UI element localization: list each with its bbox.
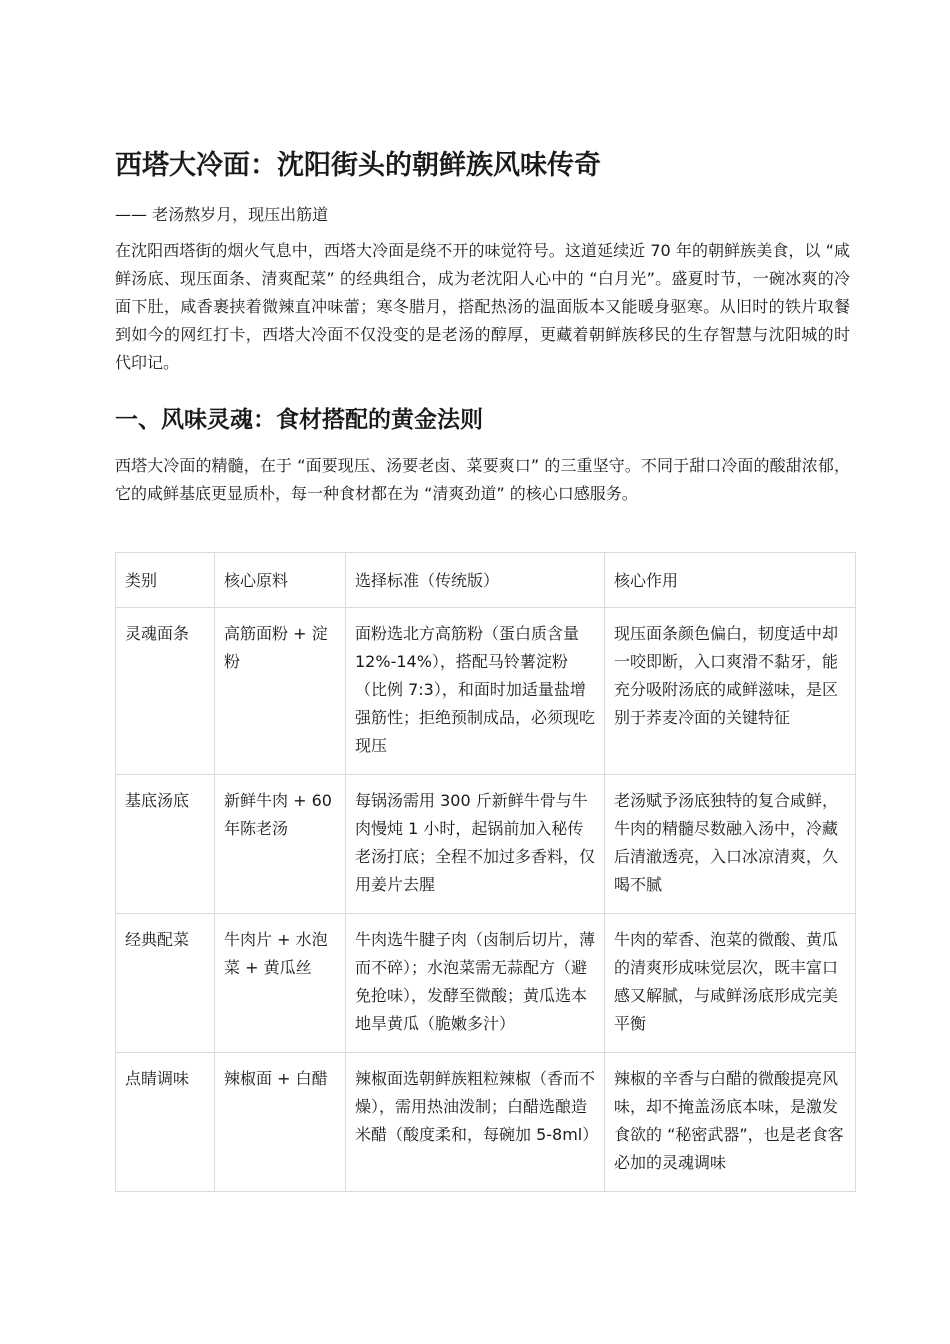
- cell-ingredients: 新鲜牛肉 + 60 年陈老汤: [215, 775, 346, 914]
- column-header-ingredients: 核心原料: [215, 553, 346, 608]
- table-row: [116, 914, 856, 1053]
- cell-category: 基底汤底: [116, 775, 215, 914]
- table-row: [116, 1053, 856, 1192]
- column-header-category: 类别: [116, 553, 215, 608]
- cell-role: 辣椒的辛香与白醋的微酸提亮风味，却不掩盖汤底本味，是激发食欲的 “秘密武器”，也是老食客必加的灵魂调味: [605, 1053, 856, 1192]
- table-row: [116, 775, 856, 914]
- cell-ingredients: 高筋面粉 + 淀粉: [215, 608, 346, 775]
- cell-category: 经典配菜: [116, 914, 215, 1053]
- cell-standard: 面粉选北方高筋粉（蛋白质含量 12%-14%），搭配马铃薯淀粉（比例 7:3），和面时加适量盐增强筋性；拒绝预制成品，必须现吃现压: [346, 608, 605, 775]
- cell-ingredients: 牛肉片 + 水泡菜 + 黄瓜丝: [215, 914, 346, 1053]
- cell-ingredients: 辣椒面 + 白醋: [215, 1053, 346, 1192]
- column-header-standard: 选择标准（传统版）: [346, 553, 605, 608]
- cell-standard: 牛肉选牛腱子肉（卤制后切片，薄而不碎）；水泡菜需无蒜配方（避免抢味），发酵至微酸；黄瓜选本地旱黄瓜（脆嫩多汁）: [346, 914, 605, 1053]
- ingredients-table: [115, 552, 856, 1192]
- cell-standard: 辣椒面选朝鲜族粗粒辣椒（香而不燥），需用热油泼制；白醋选酿造米醋（酸度柔和，每碗加 5-8ml）: [346, 1053, 605, 1192]
- cell-category: 灵魂面条: [116, 608, 215, 775]
- article-subtitle: —— 老汤熬岁月，现压出筋道: [115, 205, 329, 224]
- cell-role: 现压面条颜色偏白，韧度适中却一咬即断，入口爽滑不黏牙，能充分吸附汤底的咸鲜滋味，是区别于荞麦冷面的关键特征: [605, 608, 856, 775]
- section-description: 西塔大冷面的精髓，在于 “面要现压、汤要老卤、菜要爽口” 的三重坚守。不同于甜口冷面的酸甜浓郁，它的咸鲜基底更显质朴，每一种食材都在为 “清爽劲道” 的核心口感服务。: [115, 456, 850, 503]
- table-header-row: [116, 553, 856, 608]
- cell-role: 老汤赋予汤底独特的复合咸鲜，牛肉的精髓尽数融入汤中，冷藏后清澈透亮，入口冰凉清爽，久喝不腻: [605, 775, 856, 914]
- section-title: 一、风味灵魂：食材搭配的黄金法则: [115, 407, 483, 433]
- article-title: 西塔大冷面：沈阳街头的朝鲜族风味传奇: [115, 150, 601, 181]
- intro-paragraph: 在沈阳西塔街的烟火气息中，西塔大冷面是绕不开的味觉符号。这道延续近 70 年的朝鲜族美食，以 “咸鲜汤底、现压面条、清爽配菜” 的经典组合，成为老沈阳人心中的 “白月光”。盛夏时节，一碗冰爽的冷面下肚，咸香裹挟着微辣直冲味蕾；寒冬腊月，搭配热汤的温面版本又能暖身驱寒。从旧时的铁片取餐到如今的网红打卡，西塔大冷面不仅没变的是老汤的醇厚，更藏着朝鲜族移民的生存智慧与沈阳城的时代印记。: [115, 241, 850, 372]
- table-row: [116, 608, 856, 775]
- column-header-role: 核心作用: [605, 553, 856, 608]
- cell-role: 牛肉的荤香、泡菜的微酸、黄瓜的清爽形成味觉层次，既丰富口感又解腻，与咸鲜汤底形成完美平衡: [605, 914, 856, 1053]
- cell-category: 点睛调味: [116, 1053, 215, 1192]
- cell-standard: 每锅汤需用 300 斤新鲜牛骨与牛肉慢炖 1 小时，起锅前加入秘传老汤打底；全程不加过多香料，仅用姜片去腥: [346, 775, 605, 914]
